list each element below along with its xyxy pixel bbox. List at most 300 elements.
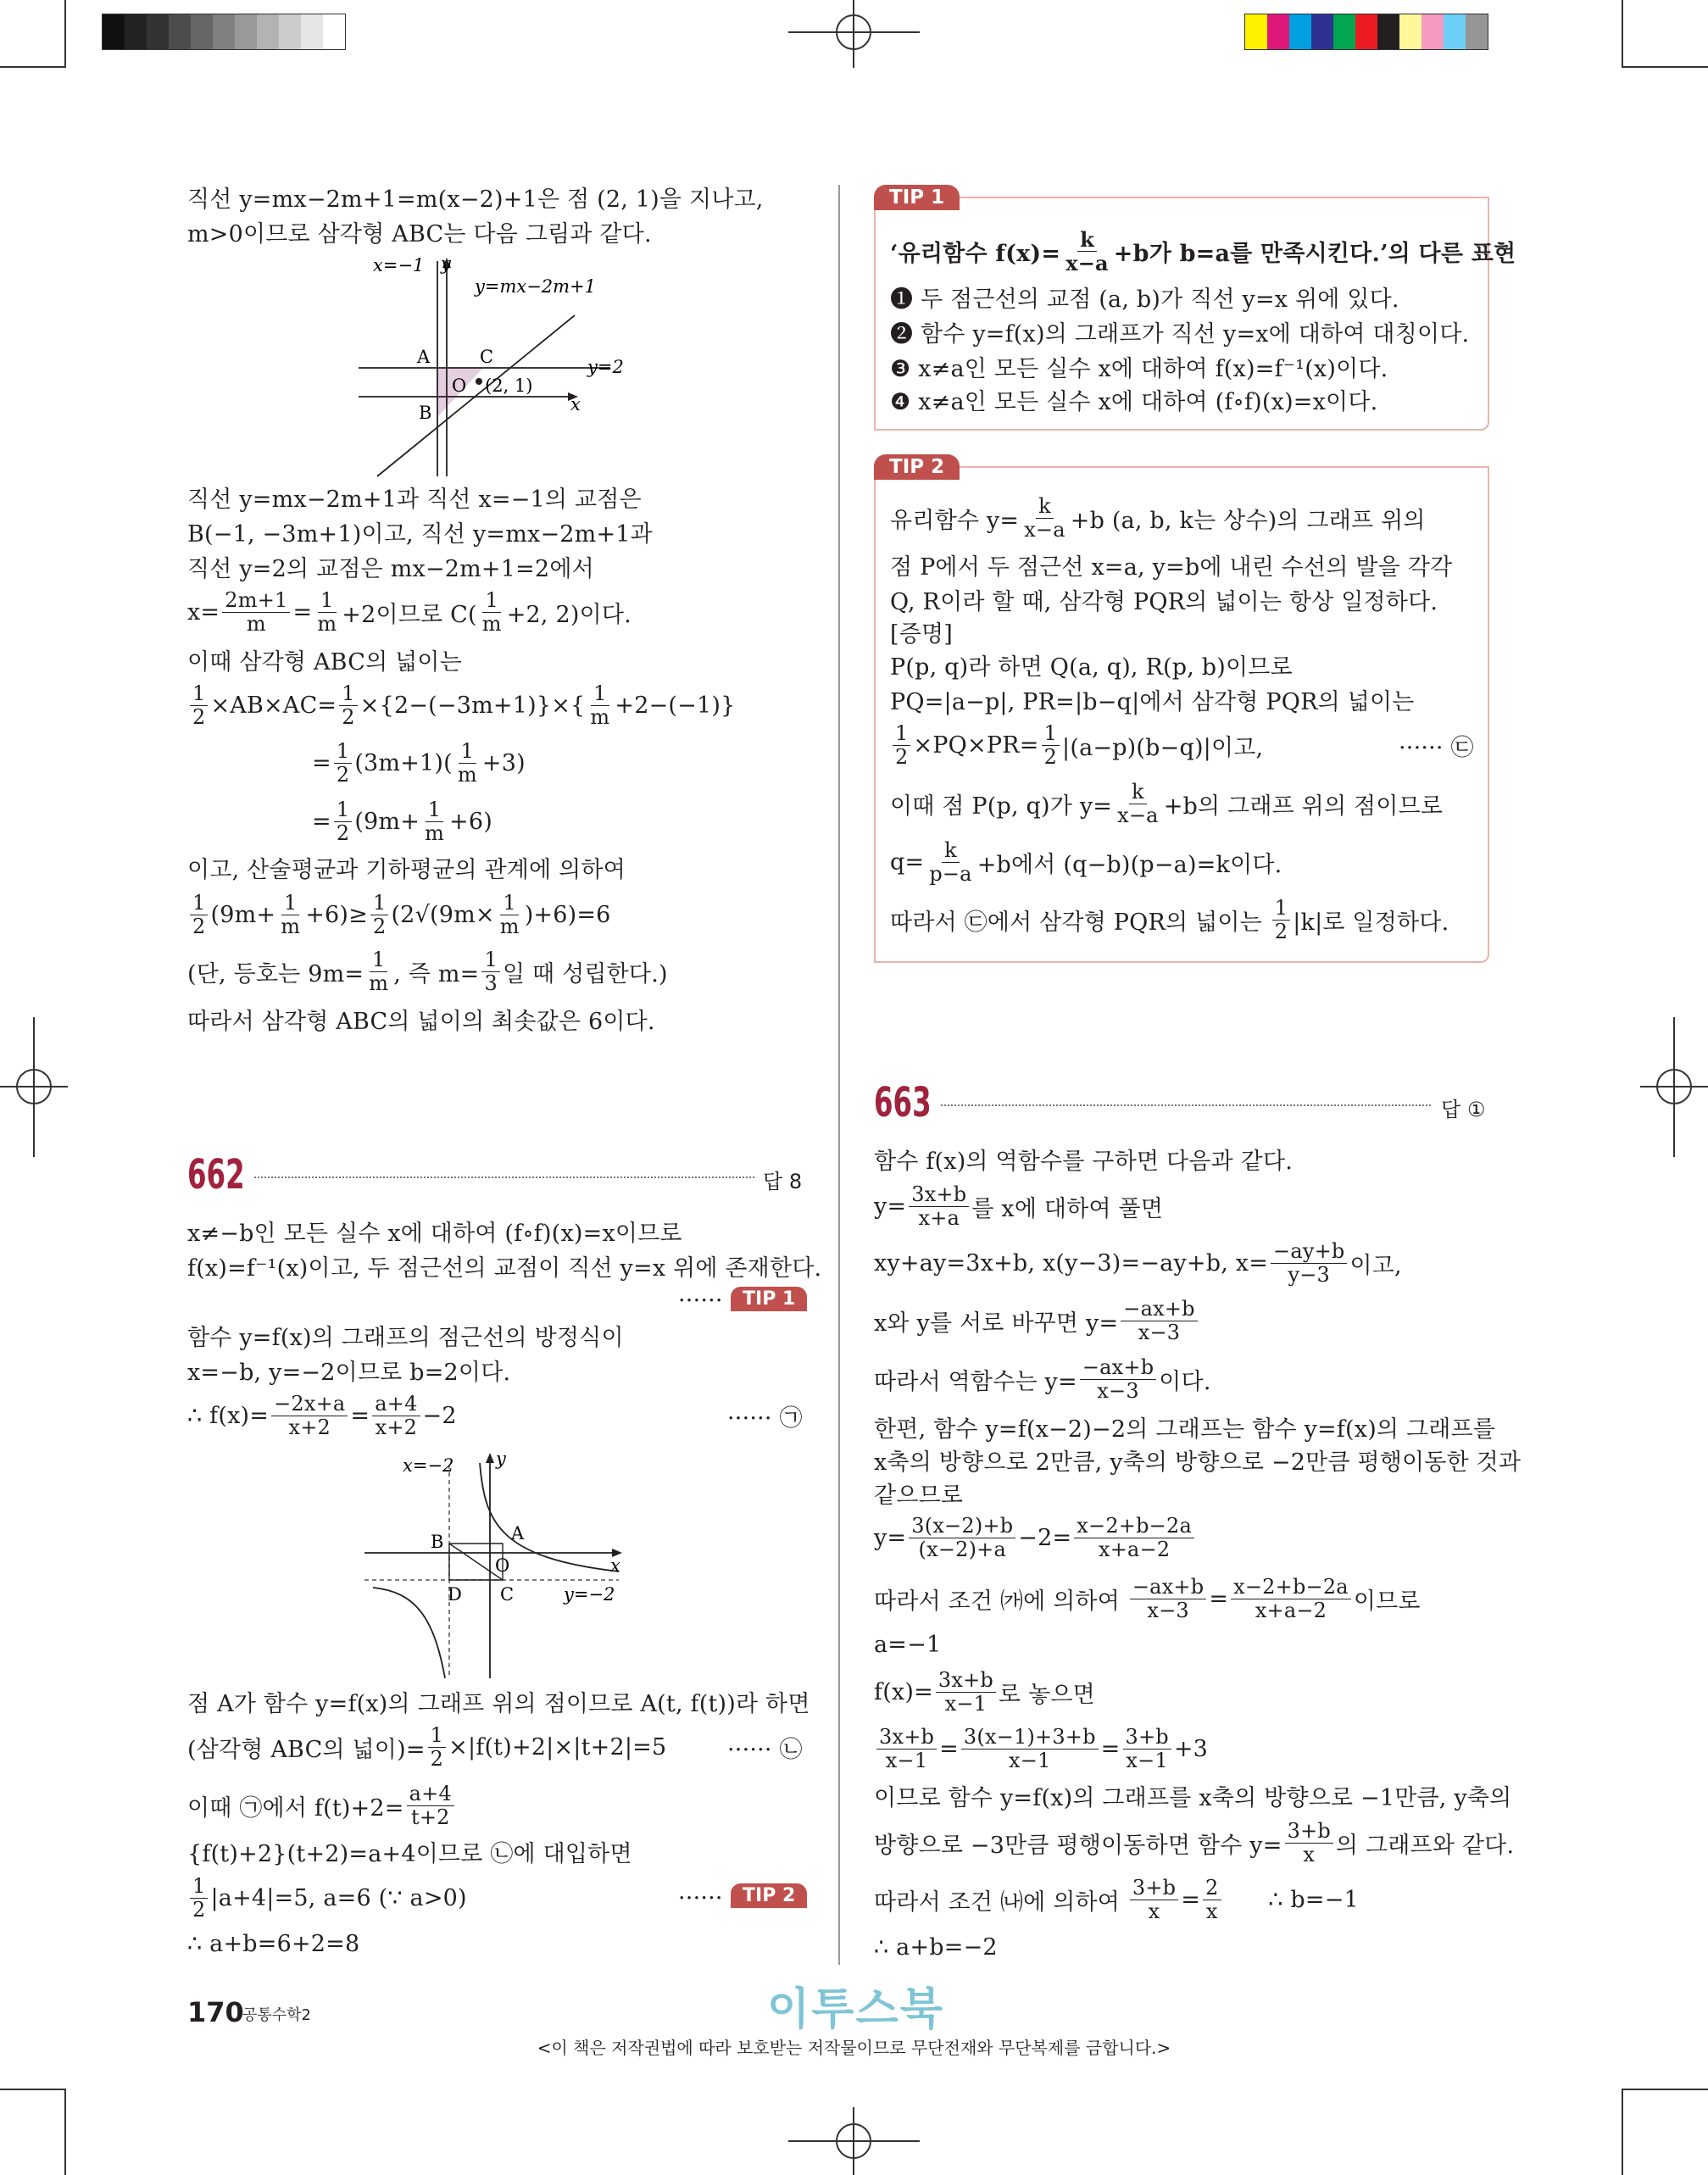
numerator: −ay+b bbox=[1271, 1240, 1347, 1264]
text-segment: = bbox=[312, 749, 331, 776]
numerator: 1 bbox=[428, 1724, 446, 1748]
color-swatch bbox=[1311, 14, 1333, 49]
text-segment: 점 P에서 두 점근선 x=a, y=b에 내린 수선의 발을 각각 bbox=[890, 553, 1453, 581]
fraction bbox=[876, 1726, 937, 1772]
text-segment: 일 때 성립한다.) bbox=[502, 960, 668, 987]
text-segment: 직선 y=mx−2m+1=m(x−2)+1은 점 (2, 1)을 지나고, bbox=[187, 186, 764, 213]
fraction bbox=[1115, 781, 1161, 827]
text-line bbox=[874, 1770, 1511, 1821]
denominator: 2 bbox=[1274, 919, 1288, 943]
numerator: k bbox=[1036, 495, 1054, 519]
text-segment: +6)≥ bbox=[305, 901, 368, 928]
fraction bbox=[190, 682, 208, 729]
fraction bbox=[893, 722, 910, 769]
denominator: x bbox=[1148, 1899, 1160, 1923]
denominator: x+2 bbox=[375, 1415, 418, 1439]
text-segment: |(a−p)(b−q)|이고, bbox=[1062, 734, 1264, 761]
text-segment: q= bbox=[890, 848, 925, 876]
text-segment: 이고, bbox=[1349, 1252, 1402, 1279]
text-line bbox=[874, 1181, 1163, 1232]
graph-label: D bbox=[448, 1584, 462, 1605]
problem-number: 663 bbox=[874, 1079, 932, 1126]
fraction bbox=[1272, 897, 1290, 943]
text-segment: ‘유리함수 f(x)= bbox=[890, 240, 1061, 267]
tip1-link[interactable]: TIP 1 bbox=[731, 1287, 807, 1311]
color-swatch bbox=[125, 14, 147, 49]
tip2-line bbox=[890, 894, 1449, 945]
color-swatch bbox=[103, 14, 125, 49]
color-swatch bbox=[1245, 14, 1267, 49]
text-segment: 방향으로 −3만큼 평행이동하면 함수 y= bbox=[874, 1832, 1282, 1859]
text-segment: 이고, 산술평균과 기하평균의 관계에 의하여 bbox=[187, 856, 626, 883]
denominator: 2 bbox=[336, 762, 350, 787]
fraction bbox=[370, 892, 388, 938]
color-swatch bbox=[1267, 14, 1289, 49]
graph-label: x bbox=[570, 394, 581, 414]
cmyk-color-bar bbox=[1244, 14, 1488, 50]
numerator: 1 bbox=[893, 722, 910, 746]
text-segment: |a+4|=5, a=6 (∵ a>0) bbox=[210, 1884, 467, 1911]
text-line bbox=[187, 842, 626, 893]
text-line bbox=[187, 541, 594, 592]
text-segment: x=−b, y=−2이므로 b=2이다. bbox=[187, 1359, 511, 1386]
text-line bbox=[187, 1676, 810, 1727]
text-line bbox=[187, 993, 655, 1044]
crop-mark bbox=[64, 2089, 66, 2175]
graph-label: C bbox=[500, 1584, 515, 1605]
text-segment: −2 bbox=[422, 1402, 457, 1429]
copyright-notice: <이 책은 저작권법에 따라 보호받는 저작물이므로 무단전재와 무단복제를 금합니다.> bbox=[537, 2038, 1171, 2058]
crop-mark bbox=[0, 66, 64, 68]
denominator: x−1 bbox=[944, 1691, 988, 1716]
numerator: 3x+b bbox=[909, 1183, 969, 1207]
denominator: m bbox=[590, 704, 610, 729]
tip1-badge: TIP 1 bbox=[874, 185, 960, 210]
numerator: −ax+b bbox=[1121, 1298, 1197, 1321]
fraction bbox=[366, 948, 391, 995]
text-segment: 유리함수 y= bbox=[890, 507, 1020, 534]
registration-mark bbox=[1640, 1017, 1708, 1157]
denominator: m bbox=[499, 914, 520, 938]
text-line bbox=[187, 1390, 457, 1441]
fraction bbox=[587, 682, 612, 729]
text-line bbox=[874, 1467, 963, 1518]
text-segment: ❶ 두 점근선의 교점 (a, b)가 직선 y=x 위에 있다. bbox=[890, 286, 1399, 313]
text-segment: )+6)=6 bbox=[524, 901, 611, 928]
numerator: k bbox=[1129, 781, 1147, 804]
dotted-leader bbox=[941, 1104, 1431, 1106]
fraction bbox=[1130, 1877, 1178, 1923]
fraction bbox=[480, 589, 504, 636]
text-segment: 이므로 함수 y=f(x)의 그래프를 x축의 방향으로 −1만큼, y축의 bbox=[874, 1784, 1512, 1811]
publisher-logo: 이투스북 bbox=[767, 1984, 944, 2035]
text-segment: (9m+ bbox=[210, 901, 276, 928]
numerator: 1 bbox=[459, 740, 476, 764]
numerator: 1 bbox=[1042, 722, 1060, 746]
text-segment: x축의 방향으로 2만큼, y축의 방향으로 −2만큼 평행이동한 것과 bbox=[874, 1449, 1522, 1476]
denominator: 2 bbox=[430, 1746, 444, 1771]
numerator: 1 bbox=[281, 892, 299, 915]
numerator: 1 bbox=[370, 892, 388, 915]
text-segment: (삼각형 ABC의 넓이)= bbox=[187, 1736, 426, 1763]
text-segment: = bbox=[1181, 1886, 1201, 1913]
text-segment: 로 놓으면 bbox=[999, 1681, 1095, 1708]
text-segment: 함수 y=f(x)의 그래프의 점근선의 방정식이 bbox=[187, 1324, 624, 1351]
numerator: −ax+b bbox=[1080, 1356, 1156, 1380]
numerator: 2 bbox=[1203, 1877, 1221, 1900]
denominator: m bbox=[317, 611, 337, 636]
text-line bbox=[187, 946, 668, 997]
denominator: x−3 bbox=[1097, 1378, 1139, 1403]
numerator: x−2+b−2a bbox=[1231, 1576, 1351, 1599]
denominator: x−3 bbox=[1147, 1598, 1189, 1622]
fraction bbox=[909, 1183, 969, 1230]
color-swatch bbox=[191, 14, 213, 49]
numerator: k bbox=[1077, 228, 1097, 252]
text-segment: 따라서 조건 ㈎에 의하여 bbox=[874, 1588, 1127, 1615]
fraction bbox=[314, 589, 339, 636]
text-segment: ∴ b=−1 bbox=[1223, 1886, 1359, 1913]
tip2-line bbox=[890, 778, 1443, 829]
crop-mark bbox=[0, 2089, 64, 2090]
text-line bbox=[187, 634, 462, 685]
color-swatch bbox=[279, 14, 301, 49]
text-line bbox=[874, 1295, 1200, 1346]
text-segment: m>0이므로 삼각형 ABC는 다음 그림과 같다. bbox=[187, 220, 652, 248]
text-line bbox=[874, 1922, 998, 1972]
text-segment: ❸ x≠a인 모든 실수 x에 대하여 f(x)=f⁻¹(x)이다. bbox=[890, 355, 1388, 382]
denominator: (x−2)+a bbox=[918, 1537, 1006, 1561]
denominator: x+a−2 bbox=[1098, 1537, 1171, 1561]
text-segment: 의 그래프와 같다. bbox=[1335, 1832, 1515, 1859]
text-segment: 함수 f(x)의 역함수를 구하면 다음과 같다. bbox=[874, 1148, 1294, 1175]
text-line bbox=[312, 796, 492, 847]
text-line bbox=[874, 1133, 1293, 1184]
text-segment: Q, R이라 할 때, 삼각형 PQR의 넓이는 항상 일정하다. bbox=[890, 588, 1438, 615]
text-segment: −2= bbox=[1018, 1524, 1072, 1551]
text-line bbox=[874, 1434, 1521, 1485]
numerator: a+4 bbox=[407, 1783, 454, 1806]
text-segment: B(−1, −3m+1)이고, 직선 y=mx−2m+1과 bbox=[187, 520, 653, 548]
text-segment: ×|f(t)+2|×|t+2|=5 bbox=[448, 1733, 667, 1761]
text-segment: = bbox=[312, 808, 331, 835]
fraction bbox=[1063, 228, 1111, 275]
fraction bbox=[1042, 722, 1060, 769]
text-segment: , 즉 m= bbox=[393, 960, 480, 987]
denominator: 2 bbox=[192, 704, 206, 729]
color-swatch bbox=[301, 14, 323, 49]
color-swatch bbox=[1355, 14, 1377, 49]
fraction bbox=[190, 1875, 208, 1922]
denominator: 2 bbox=[1043, 744, 1058, 769]
fraction bbox=[961, 1726, 1099, 1772]
fraction bbox=[339, 682, 357, 729]
denominator: x bbox=[1205, 1899, 1218, 1923]
gray-color-bar bbox=[102, 14, 346, 50]
fraction bbox=[1021, 495, 1068, 542]
leader-dots: ······ bbox=[678, 1287, 723, 1314]
denominator: m bbox=[281, 914, 301, 938]
crop-mark bbox=[64, 0, 66, 68]
text-segment: ∴ a+b=−2 bbox=[874, 1933, 998, 1961]
registration-mark bbox=[788, 2107, 920, 2175]
numerator: 3+b bbox=[1285, 1820, 1333, 1844]
text-segment: +6) bbox=[449, 808, 492, 835]
denominator: x−1 bbox=[1009, 1748, 1051, 1772]
crop-mark bbox=[1622, 0, 1623, 68]
text-line bbox=[187, 1780, 457, 1831]
text-segment: xy+ay=3x+b, x(y−3)=−ay+b, x= bbox=[874, 1249, 1269, 1277]
fraction bbox=[936, 1669, 996, 1716]
denominator: m bbox=[246, 611, 266, 636]
denominator: m bbox=[425, 820, 445, 845]
text-line bbox=[187, 680, 735, 731]
page-number: 170 bbox=[187, 1996, 244, 2028]
book-title: 공통수학2 bbox=[242, 2006, 312, 2024]
graph-label: x=−2 bbox=[403, 1455, 454, 1476]
fraction bbox=[428, 1724, 446, 1771]
dotted-leader bbox=[254, 1177, 754, 1178]
text-segment: f(x)= bbox=[874, 1678, 933, 1705]
fraction bbox=[498, 892, 522, 938]
numerator: −2x+a bbox=[271, 1393, 348, 1416]
color-swatch bbox=[1399, 14, 1421, 49]
crop-mark bbox=[1622, 2089, 1708, 2090]
fraction bbox=[334, 740, 352, 787]
fraction bbox=[422, 798, 447, 845]
registration-mark bbox=[0, 1017, 68, 1157]
text-segment: ×AB×AC= bbox=[210, 692, 337, 719]
denominator: x+a−2 bbox=[1255, 1598, 1327, 1622]
color-swatch bbox=[1289, 14, 1311, 49]
text-segment: +b (a, b, k는 상수)의 그래프 위의 bbox=[1070, 507, 1426, 534]
numerator: k bbox=[942, 839, 960, 863]
text-segment: y= bbox=[874, 1524, 907, 1551]
text-segment: +2, 2)이다. bbox=[506, 601, 631, 628]
text-segment: x≠−b인 모든 실수 x에 대하여 (f∘f)(x)=x이므로 bbox=[187, 1220, 682, 1247]
numerator: 2m+1 bbox=[222, 589, 290, 613]
graph-label: (2, 1) bbox=[485, 375, 533, 396]
denominator: x−a bbox=[1065, 250, 1109, 275]
text-segment: 따라서 조건 ㈏에 의하여 bbox=[874, 1889, 1127, 1916]
text-segment: = bbox=[939, 1735, 959, 1762]
numerator: 3(x−1)+3+b bbox=[961, 1726, 1099, 1749]
text-segment: = bbox=[292, 598, 313, 626]
denominator: x+a bbox=[918, 1205, 960, 1230]
text-segment: 점 A가 함수 y=f(x)의 그래프 위의 점이므로 A(t, f(t))라 하면 bbox=[187, 1690, 810, 1717]
denominator: m bbox=[457, 762, 477, 787]
tip2-badge: TIP 2 bbox=[874, 454, 960, 480]
text-segment: (2√(9m× bbox=[391, 901, 495, 928]
text-segment: x= bbox=[187, 598, 220, 626]
denominator: 3 bbox=[484, 971, 498, 995]
text-line bbox=[312, 737, 526, 788]
graph-label: x bbox=[610, 1555, 620, 1576]
fraction bbox=[334, 798, 352, 845]
fraction bbox=[1074, 1515, 1194, 1561]
text-segment: 직선 y=2의 교점은 mx−2m+1=2에서 bbox=[187, 555, 594, 582]
text-line bbox=[187, 206, 652, 257]
text-segment: +2−(−1)} bbox=[615, 692, 736, 719]
text-segment: = bbox=[350, 1402, 370, 1429]
color-swatch bbox=[323, 14, 345, 49]
fraction bbox=[222, 589, 290, 636]
text-segment: 따라서 역함수는 y= bbox=[874, 1368, 1077, 1395]
tip2-line bbox=[890, 720, 1263, 770]
graph-label: A bbox=[511, 1523, 525, 1544]
text-line bbox=[874, 1723, 1208, 1774]
denominator: 2 bbox=[192, 914, 206, 938]
text-line bbox=[187, 1872, 467, 1923]
answer-label: 답 ① bbox=[1441, 1098, 1486, 1121]
equation-mark: ······ ㉡ bbox=[727, 1736, 803, 1763]
numerator: 1 bbox=[370, 948, 387, 972]
graph-label: x=−1 bbox=[373, 255, 425, 275]
fraction bbox=[271, 1393, 348, 1439]
text-segment: +3) bbox=[481, 749, 526, 776]
text-line bbox=[874, 1619, 941, 1670]
crop-mark bbox=[1622, 66, 1708, 68]
text-segment: +b가 b=a를 만족시킨다.’의 다른 표현 bbox=[1113, 240, 1516, 267]
numerator: 1 bbox=[334, 798, 352, 822]
text-segment: ∴ a+b=6+2=8 bbox=[187, 1930, 360, 1957]
denominator: 2 bbox=[336, 820, 350, 845]
fraction bbox=[190, 892, 208, 938]
color-swatch bbox=[235, 14, 257, 49]
color-swatch bbox=[1421, 14, 1444, 49]
fraction bbox=[481, 948, 499, 995]
text-segment: ❷ 함수 y=f(x)의 그래프가 직선 y=x에 대하여 대칭이다. bbox=[890, 320, 1470, 348]
color-swatch bbox=[1466, 14, 1488, 49]
numerator: 1 bbox=[334, 740, 352, 764]
leader-dots: ······ bbox=[678, 1884, 723, 1911]
problem-number: 662 bbox=[187, 1151, 245, 1199]
text-segment: f(x)=f⁻¹(x)이고, 두 점근선의 교점이 직선 y=x 위에 존재한다. bbox=[187, 1254, 822, 1282]
numerator: −ax+b bbox=[1130, 1576, 1206, 1599]
text-line bbox=[187, 1826, 632, 1877]
numerator: 3x+b bbox=[876, 1726, 937, 1749]
graph-label: y=−2 bbox=[564, 1584, 615, 1605]
denominator: 2 bbox=[342, 704, 355, 729]
denominator: m bbox=[481, 611, 502, 636]
fraction bbox=[909, 1515, 1015, 1561]
fraction bbox=[278, 892, 303, 938]
text-segment: (3m+1)( bbox=[354, 749, 453, 776]
graph-label: y bbox=[441, 254, 451, 274]
numerator: 3+b bbox=[1123, 1726, 1171, 1749]
text-segment: a=−1 bbox=[874, 1631, 942, 1658]
graph-label: A bbox=[417, 347, 431, 367]
fraction bbox=[926, 839, 974, 886]
fraction bbox=[1080, 1356, 1156, 1403]
text-segment: y= bbox=[874, 1193, 907, 1220]
text-line bbox=[874, 1817, 1514, 1868]
denominator: x+2 bbox=[288, 1415, 331, 1439]
text-line bbox=[874, 1573, 1421, 1624]
fraction bbox=[1130, 1576, 1206, 1622]
color-swatch bbox=[1444, 14, 1466, 49]
numerator: x−2+b−2a bbox=[1074, 1515, 1194, 1538]
text-segment: +b에서 (q−b)(p−a)=k이다. bbox=[976, 851, 1282, 878]
text-segment: {f(t)+2}(t+2)=a+4이므로 ㉡에 대입하면 bbox=[187, 1840, 632, 1867]
tip2-link[interactable]: TIP 2 bbox=[731, 1883, 807, 1908]
text-segment: 를 x에 대하여 풀면 bbox=[971, 1195, 1164, 1222]
denominator: t+2 bbox=[410, 1805, 450, 1829]
equation-mark: ······ ㉢ bbox=[1399, 734, 1474, 761]
denominator: x−1 bbox=[885, 1748, 928, 1772]
denominator: m bbox=[369, 971, 389, 995]
text-line bbox=[874, 1874, 1359, 1925]
text-segment: 이때 점 P(p, q)가 y= bbox=[890, 793, 1113, 820]
color-swatch bbox=[1377, 14, 1399, 49]
text-segment: ❹ x≠a인 모든 실수 x에 대하여 (f∘f)(x)=x이다. bbox=[890, 388, 1378, 415]
equation-mark: ······ ㉠ bbox=[727, 1405, 803, 1432]
text-line bbox=[187, 1240, 821, 1291]
denominator: y−3 bbox=[1288, 1262, 1331, 1287]
denominator: x−a bbox=[1117, 803, 1159, 827]
color-swatch bbox=[1333, 14, 1355, 49]
text-segment: 따라서 ㉢에서 삼각형 PQR의 넓이는 bbox=[890, 909, 1270, 936]
numerator: 1 bbox=[1272, 897, 1290, 921]
text-line bbox=[187, 1918, 359, 1969]
text-segment: ×{2−(−3m+1)}×{ bbox=[359, 692, 586, 719]
text-line bbox=[874, 1512, 1197, 1563]
color-swatch bbox=[147, 14, 169, 49]
numerator: 1 bbox=[190, 1875, 208, 1899]
tip2-line bbox=[890, 674, 1415, 725]
text-segment: = bbox=[1209, 1585, 1229, 1612]
text-segment: 직선 y=mx−2m+1과 직선 x=−1의 교점은 bbox=[187, 486, 642, 513]
tip2-line bbox=[890, 492, 1426, 543]
text-line bbox=[874, 1354, 1211, 1405]
numerator: 1 bbox=[190, 892, 208, 915]
fraction bbox=[455, 740, 480, 787]
numerator: 1 bbox=[482, 589, 500, 613]
text-line bbox=[187, 587, 631, 637]
text-segment: 한편, 함수 y=f(x−2)−2의 그래프는 함수 y=f(x)의 그래프를 bbox=[874, 1416, 1496, 1443]
text-segment: [증명] bbox=[890, 620, 954, 648]
text-segment: ×PQ×PR= bbox=[913, 731, 1039, 759]
text-segment: +b의 그래프 위의 점이므로 bbox=[1163, 793, 1444, 820]
text-segment: P(p, q)라 하면 Q(a, q), R(p, b)이므로 bbox=[890, 654, 1293, 681]
graph-label: B bbox=[431, 1532, 444, 1552]
graph-label: y=mx−2m+1 bbox=[475, 276, 597, 297]
text-line bbox=[874, 1666, 1095, 1717]
text-segment: 이다. bbox=[1159, 1368, 1211, 1395]
denominator: x−a bbox=[1024, 517, 1065, 542]
graph-label: O bbox=[495, 1555, 510, 1576]
denominator: p−a bbox=[929, 861, 972, 886]
numerator: 1 bbox=[339, 682, 357, 706]
color-swatch bbox=[257, 14, 279, 49]
text-segment: +2이므로 C( bbox=[342, 601, 477, 628]
graph-rational-function bbox=[356, 1448, 644, 1685]
text-line bbox=[187, 1722, 666, 1772]
graph-label: y bbox=[496, 1449, 506, 1469]
text-line bbox=[187, 889, 611, 940]
column-divider bbox=[838, 185, 840, 1965]
text-segment: 이때 삼각형 ABC의 넓이는 bbox=[187, 648, 462, 676]
numerator: a+4 bbox=[372, 1393, 420, 1416]
text-line bbox=[874, 1238, 1402, 1288]
color-swatch bbox=[169, 14, 191, 49]
denominator: x bbox=[1303, 1842, 1316, 1866]
graph-label: O bbox=[452, 375, 467, 396]
text-segment: = bbox=[1100, 1735, 1121, 1762]
tip1-title bbox=[890, 225, 1516, 276]
fraction bbox=[372, 1393, 420, 1439]
text-segment: 이때 ㉠에서 f(t)+2= bbox=[187, 1794, 404, 1822]
